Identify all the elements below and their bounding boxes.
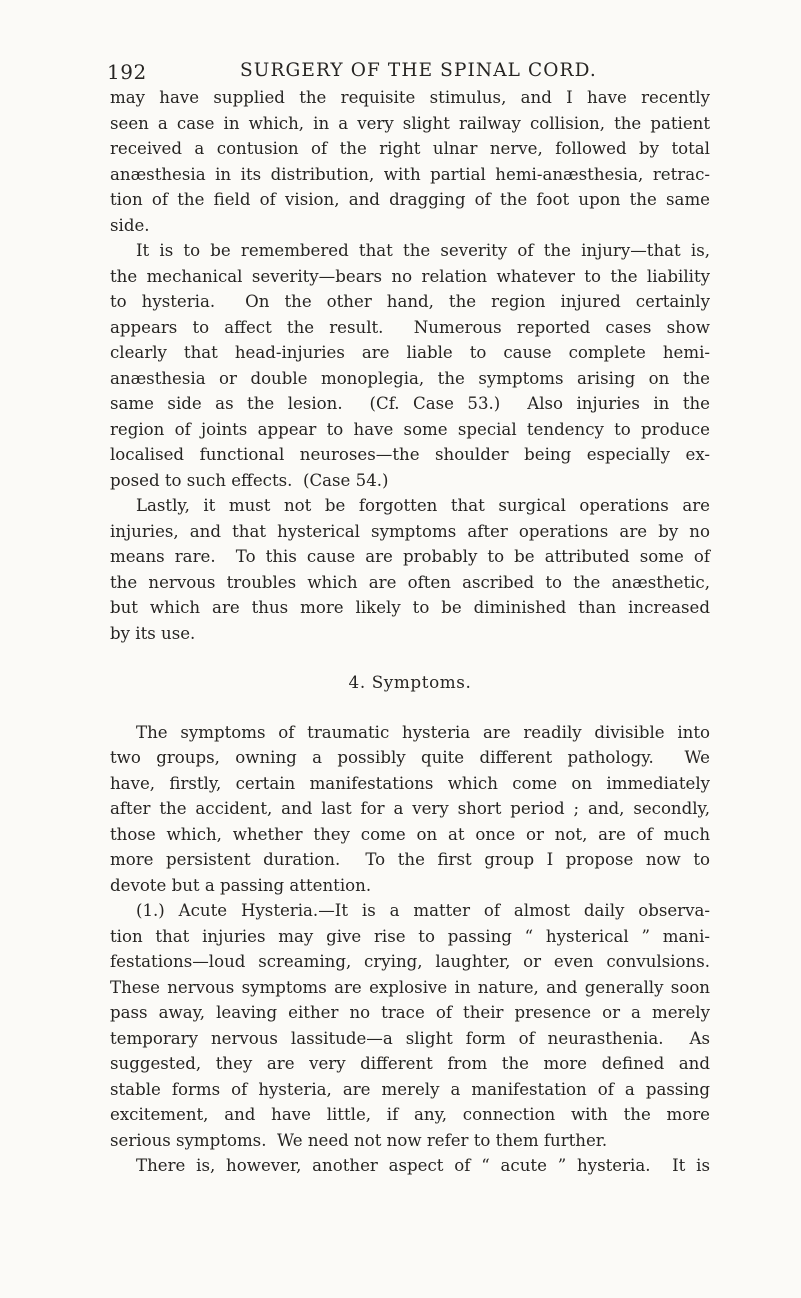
text-line: appears to affect the result. Numerous reported cases show: [110, 317, 710, 337]
text-line: means rare. To this cause are probably to be attributed some of: [110, 547, 710, 566]
text-line: anæsthesia in its distribution, with partial hemi-anæsthesia, retrac-: [110, 164, 710, 184]
text-line: It is to be remembered that the severity of the injury—that is,: [136, 241, 710, 260]
text-line: to hysteria. On the other hand, the region injured certainly: [110, 292, 710, 311]
text-line: by its use.: [110, 623, 196, 643]
paragraph: [110, 898, 710, 1153]
text-line: localised functional neuroses—the shoulder being especially ex-: [110, 445, 710, 464]
text-line: tion that injuries may give rise to passing “ hysterical ” mani-: [110, 926, 710, 946]
paragraph: [110, 1153, 710, 1179]
text-line: Lastly, it must not be forgotten that surgical operations are: [136, 496, 710, 515]
text-line: have, firstly, certain manifestations which come on immediately: [110, 773, 710, 793]
text-line: side.: [110, 215, 150, 235]
text-line: These nervous symptoms are explosive in nature, and generally soon: [110, 977, 710, 997]
text-line: stable forms of hysteria, are merely a manifestation of a passing: [110, 1079, 710, 1099]
text-line: injuries, and that hysterical symptoms after operations are by no: [110, 521, 710, 541]
text-line: suggested, they are very different from the more defined and: [110, 1054, 710, 1073]
text-line: seen a case in which, in a very slight railway collision, the patient: [110, 113, 710, 133]
text-line: (1.) Acute Hysteria.—It is a matter of almost daily observa-: [136, 901, 710, 920]
text-line: The symptoms of traumatic hysteria are readily divisible into: [136, 722, 710, 742]
text-line: but which are thus more likely to be diminished than increased: [110, 598, 710, 617]
text-line: those which, whether they come on at once or not, are of much: [110, 824, 710, 844]
text-line: festations—loud screaming, crying, laughter, or even convulsions.: [110, 952, 710, 971]
text-line: tion of the field of vision, and dragging of the foot upon the same: [110, 190, 710, 209]
text-line: after the accident, and last for a very short period ; and, secondly,: [110, 799, 710, 818]
text-line: temporary nervous lassitude—a slight form of neurasthenia. As: [110, 1028, 710, 1048]
text-line: devote but a passing attention.: [110, 875, 372, 895]
text-line: anæsthesia or double monoplegia, the symptoms arising on the: [110, 368, 710, 388]
page-number: 192: [107, 60, 147, 84]
text-line: clearly that head-injuries are liable to cause complete hemi-: [110, 343, 710, 362]
text-line: received a contusion of the right ulnar nerve, followed by total: [110, 139, 710, 158]
section-heading: 4. Symptoms.: [348, 672, 472, 692]
text-line: may have supplied the requisite stimulus, and I have recently: [110, 88, 710, 107]
text-line: pass away, leaving either no trace of their presence or a merely: [110, 1003, 710, 1022]
text-line: same side as the lesion. (Cf. Case 53.) Also injuries in the: [110, 394, 710, 413]
text-line: region of joints appear to have some special tendency to produce: [110, 419, 710, 439]
running-title: SURGERY OF THE SPINAL CORD.: [240, 60, 597, 81]
text-line: posed to such effects. (Case 54.): [110, 470, 389, 490]
paragraph: [110, 85, 710, 238]
text-line: more persistent duration. To the first group I propose now to: [110, 850, 710, 869]
text-line: two groups, owning a possibly quite different pathology. We: [110, 748, 710, 767]
paragraph: [110, 238, 710, 493]
text-line: the mechanical severity—bears no relation whatever to the liability: [110, 266, 710, 286]
text-line: serious symptoms. We need not now refer to them further.: [110, 1130, 608, 1150]
paragraph: [110, 720, 710, 899]
paragraph: [110, 493, 710, 646]
text-line: excitement, and have little, if any, connection with the more: [110, 1105, 710, 1124]
text-line: the nervous troubles which are often ascribed to the anæsthetic,: [110, 572, 710, 592]
text-line: There is, however, another aspect of “ acute ” hysteria. It is: [136, 1156, 710, 1175]
body-text: [110, 85, 710, 1179]
